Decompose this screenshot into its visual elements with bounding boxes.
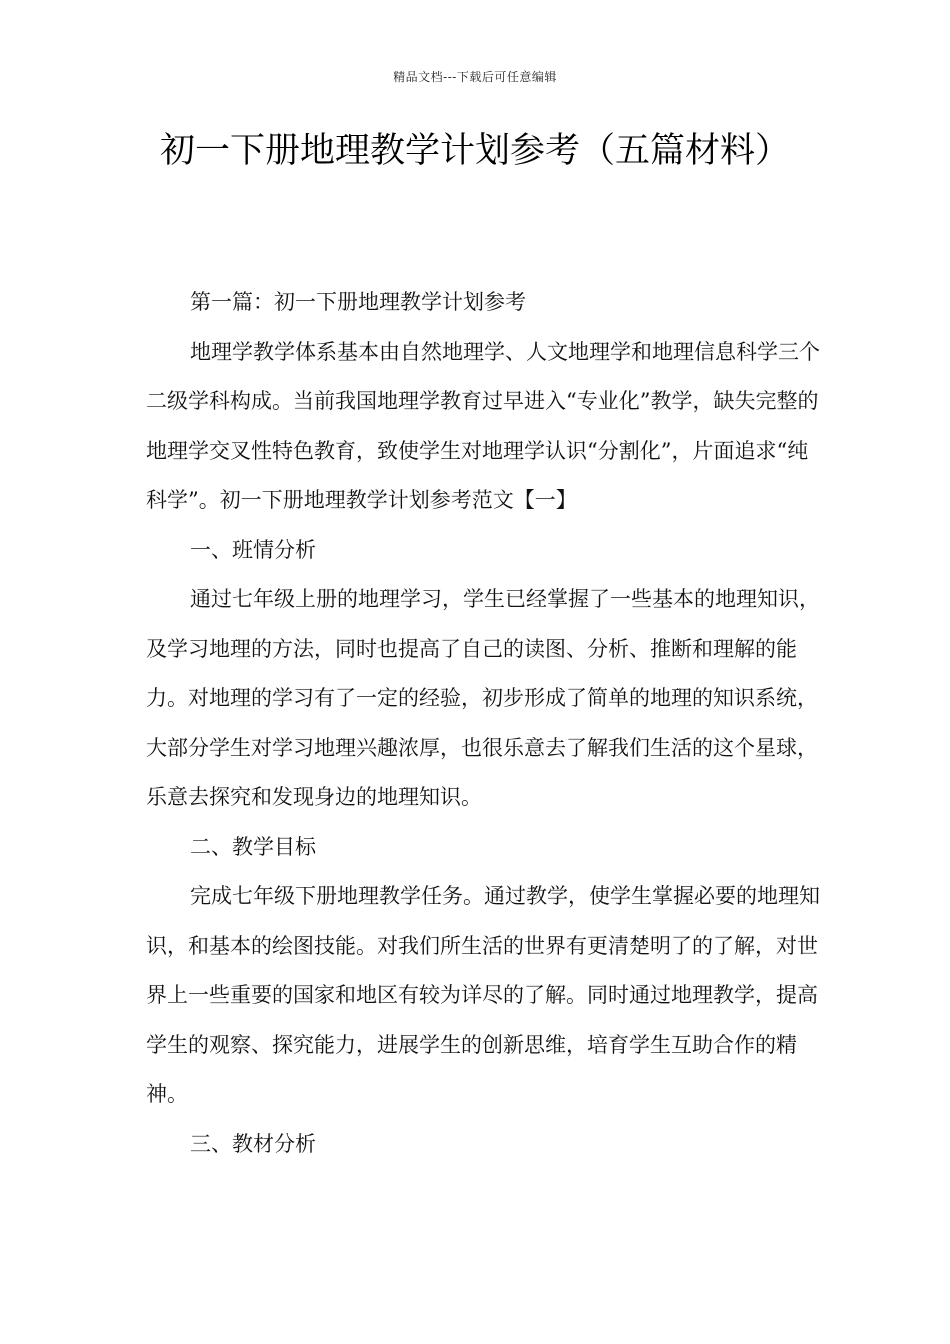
section-heading-part-one: 第一篇：初一下册地理教学计划参考 <box>190 290 526 314</box>
section-heading-teaching-goals: 二、教学目标 <box>190 834 316 859</box>
document-body <box>146 278 822 1169</box>
header-note: 精品文档---下载后可任意编辑 <box>393 70 557 84</box>
document-title: 初一下册地理教学计划参考（五篇材料） <box>159 131 790 171</box>
paragraph-intro: 地理学教学体系基本由自然地理学、人文地理学和地理信息科学三个二级学科构成。当前我国地理学教育过早进入“专业化”教学，缺失完整的地理学交叉性特色教育，致使学生对地理学认识“分割化”，片面追求“纯科学”。初一下册地理教学计划参考范文【一】 <box>146 339 820 512</box>
paragraph-teaching-goals: 完成七年级下册地理教学任务。通过教学，使学生掌握必要的地理知识，和基本的绘图技能。对我们所生活的世界有更清楚明了的了解，对世界上一些重要的国家和地区有较为详尽的了解。同时通过地理教学，提高学生的观察、探究能力，进展学生的创新思维，培育学生互助合作的精神。 <box>146 884 820 1106</box>
section-heading-class-analysis: 一、班情分析 <box>190 537 316 562</box>
section-heading-textbook-analysis: 三、教材分析 <box>190 1131 316 1156</box>
paragraph-class-analysis: 通过七年级上册的地理学习，学生已经掌握了一些基本的地理知识，及学习地理的方法，同时也提高了自己的读图、分析、推断和理解的能力。对地理的学习有了一定的经验，初步形成了简单的地理的知识系统，大部分学生对学习地理兴趣浓厚，也很乐意去了解我们生活的这个星球，乐意去探究和发现身边的地理知识。 <box>146 587 820 809</box>
